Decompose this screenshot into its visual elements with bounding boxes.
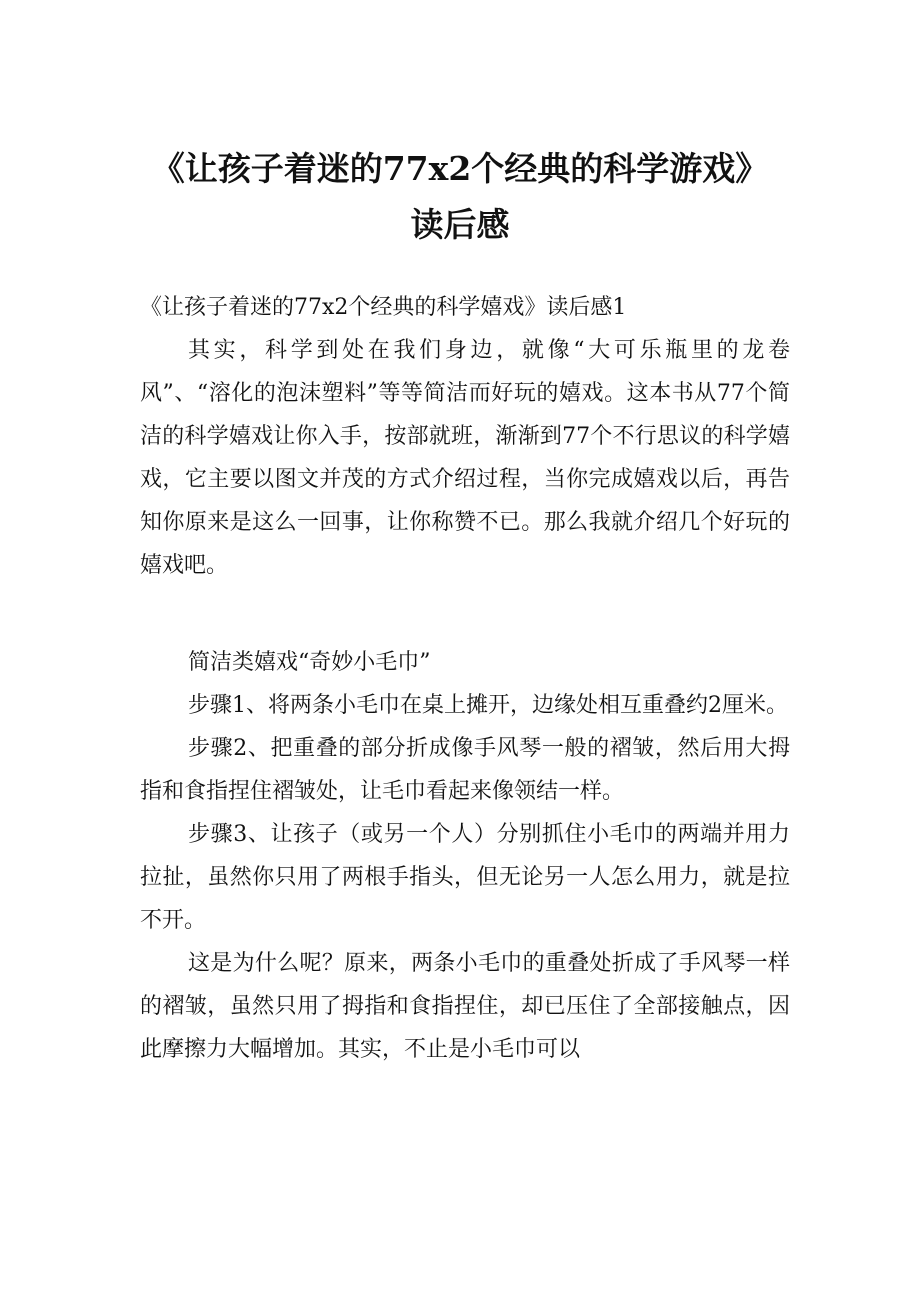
paragraph-gap	[140, 587, 790, 641]
paragraph-game-title: 简洁类嬉戏“奇妙小毛巾”	[188, 650, 431, 675]
document-title-line-2: 读后感	[410, 205, 510, 244]
document-title-line-1: 《让孩子着迷的77x2个经典的科学游戏》	[151, 149, 769, 188]
paragraph-explanation: 这是为什么呢？原来，两条小毛巾的重叠处折成了手风琴一样的褶皱，虽然只用了拇指和食指捏住，却已压住了全部接触点，因此摩擦力大幅增加。其实，不止是小毛巾可以	[140, 951, 790, 1062]
paragraph-step-1: 步骤1、将两条小毛巾在桌上摊开，边缘处相互重叠约2厘米。	[188, 693, 788, 718]
document-subheading: 《让孩子着迷的77x2个经典的科学嬉戏》读后感1	[140, 295, 627, 320]
paragraph-step-2: 步骤2、把重叠的部分折成像手风琴一般的褶皱，然后用大拇指和食指捏住褶皱处，让毛巾看起来像领结一样。	[140, 736, 790, 804]
document-body	[140, 286, 790, 1071]
paragraph-intro: 其实，科学到处在我们身边，就像“大可乐瓶里的龙卷风”、“溶化的泡沫塑料”等等简洁而好玩的嬉戏。这本书从77个简洁的科学嬉戏让你入手，按部就班，渐渐到77个不行思议的科学嬉戏，它主要以图文并茂的方式介绍过程，当你完成嬉戏以后，再告知你原来是这么一回事，让你称赞不已。那么我就介绍几个好玩的嬉戏吧。	[140, 338, 790, 578]
paragraph-step-3: 步骤3、让孩子（或另一个人）分别抓住小毛巾的两端并用力拉扯，虽然你只用了两根手指头，但无论另一人怎么用力，就是拉不开。	[140, 822, 790, 933]
